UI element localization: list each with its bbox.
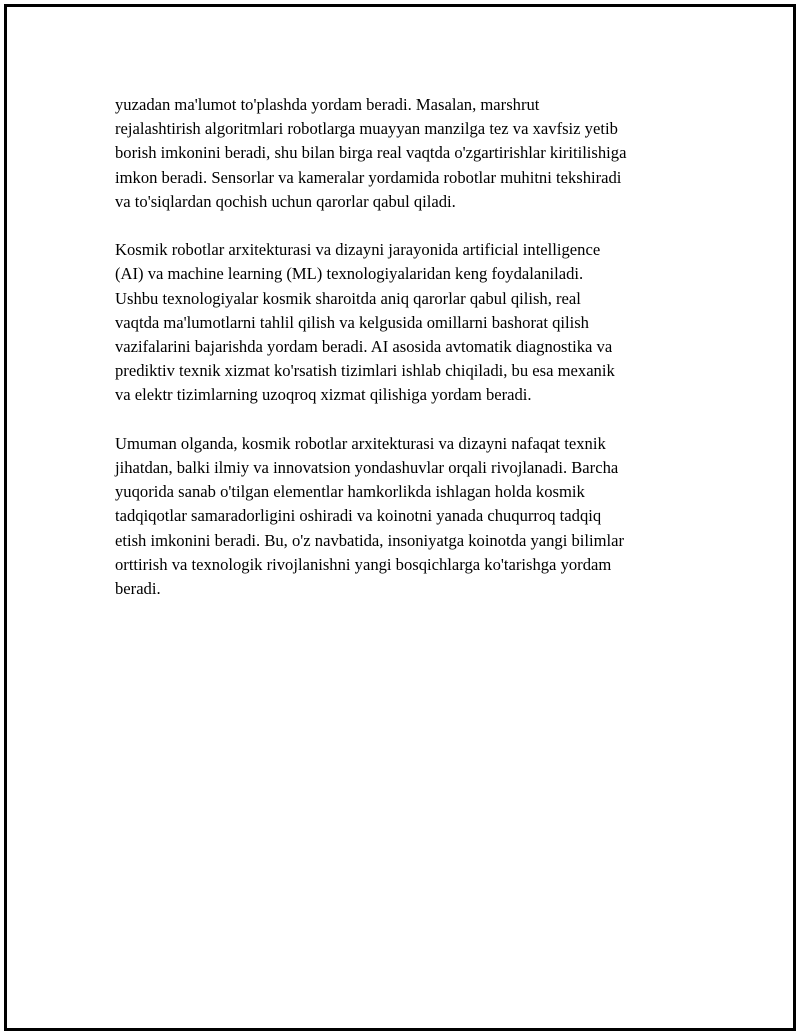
text-line: imkon beradi. Sensorlar va kameralar yordamida robotlar muhitni tekshiradi	[115, 167, 622, 187]
text-line: rejalashtirish algoritmlari robotlarga muayyan manzilga tez va xavfsiz yetib	[115, 119, 618, 139]
text-line: (AI) va machine learning (ML) texnologiyalaridan keng foydalaniladi.	[115, 264, 584, 284]
text-line: va elektr tizimlarning uzoqroq xizmat qilishiga yordam beradi.	[115, 385, 532, 405]
text-line: yuzadan ma'lumot to'plashda yordam beradi. Masalan, marshrut	[115, 95, 540, 114]
text-line: beradi.	[115, 579, 161, 599]
text-line: va to'siqlardan qochish uchun qarorlar qabul qiladi.	[115, 191, 456, 211]
text-line: jihatdan, balki ilmiy va innovatsion yondashuvlar orqali rivojlanadi. Barcha	[115, 458, 619, 478]
text-line: Kosmik robotlar arxitekturasi va dizayni jarayonida artificial intelligence	[115, 240, 601, 260]
text-line: prediktiv texnik xizmat ko'rsatish tizimlari ishlab chiqiladi, bu esa mexanik	[115, 361, 615, 381]
text-line: vazifalarini bajarishda yordam beradi. AI asosida avtomatik diagnostika va	[115, 337, 613, 357]
text-line: Ushbu texnologiyalar kosmik sharoitda aniq qarorlar qabul qilish, real	[115, 288, 581, 308]
document-body	[115, 93, 695, 601]
paragraph-3	[115, 432, 695, 601]
text-line: orttirish va texnologik rivojlanishni yangi bosqichlarga ko'tarishga yordam	[115, 554, 612, 574]
text-line: tadqiqotlar samaradorligini oshiradi va koinotni yanada chuqurroq tadqiq	[115, 506, 602, 526]
text-line: yuqorida sanab o'tilgan elementlar hamkorlikda ishlagan holda kosmik	[115, 482, 585, 502]
paragraph-2	[115, 238, 695, 407]
text-line: borish imkonini beradi, shu bilan birga real vaqtda o'zgartirishlar kiritilishiga	[115, 143, 627, 163]
text-line: etish imkonini beradi. Bu, o'z navbatida, insoniyatga koinotda yangi bilimlar	[115, 530, 625, 550]
paragraph-1	[115, 93, 695, 214]
text-line: vaqtda ma'lumotlarni tahlil qilish va kelgusida omillarni bashorat qilish	[115, 312, 589, 332]
text-line: Umuman olganda, kosmik robotlar arxitekturasi va dizayni nafaqat texnik	[115, 433, 606, 453]
